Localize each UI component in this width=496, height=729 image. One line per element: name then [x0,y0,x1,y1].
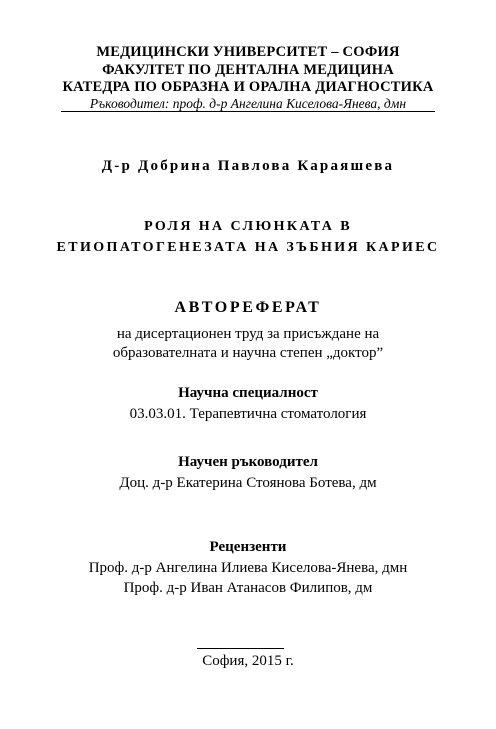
specialty-value: 03.03.01. Терапевтична стоматология [129,406,367,422]
specialty-label: Научна специалност [178,385,318,401]
description-line-2: образователната и научна степен „доктор” [112,345,384,361]
university-name: МЕДИЦИНСКИ УНИВЕРСИТЕТ – СОФИЯ [96,44,400,60]
document-type: АВТОРЕФЕРАТ [174,299,322,316]
department-name: КАТЕДРА ПО ОБРАЗНА И ОРАЛНА ДИАГНОСТИКА [62,79,434,95]
supervisor-label: Научен ръководител [178,454,318,470]
supervisor-name: Доц. д-р Екатерина Стоянова Ботева, дм [119,475,377,491]
reviewer-1: Проф. д-р Ангелина Илиева Киселова-Янева, дмн [88,560,408,576]
header-divider [61,111,435,112]
faculty-name: ФАКУЛТЕТ ПО ДЕНТАЛНА МЕДИЦИНА [102,62,394,78]
department-head: Ръководител: проф. д-р Ангелина Киселова-Янева, дмн [89,96,407,111]
reviewer-2: Проф. д-р Иван Атанасов Филипов, дм [123,580,373,596]
author-name: Д-р Добрина Павлова Караяшева [101,158,395,174]
thesis-title-line-1: РОЛЯ НА СЛЮНКАТА В [144,219,352,234]
footer-divider [197,648,284,649]
description-line-1: на дисертационен труд за присъждане на [116,326,380,342]
place-and-year: София, 2015 г. [202,653,294,669]
reviewers-label: Рецензенти [209,539,287,555]
thesis-title-line-2: ЕТИОПАТОГЕНЕЗАТА НА ЗЪБНИЯ КАРИЕС [56,240,440,255]
